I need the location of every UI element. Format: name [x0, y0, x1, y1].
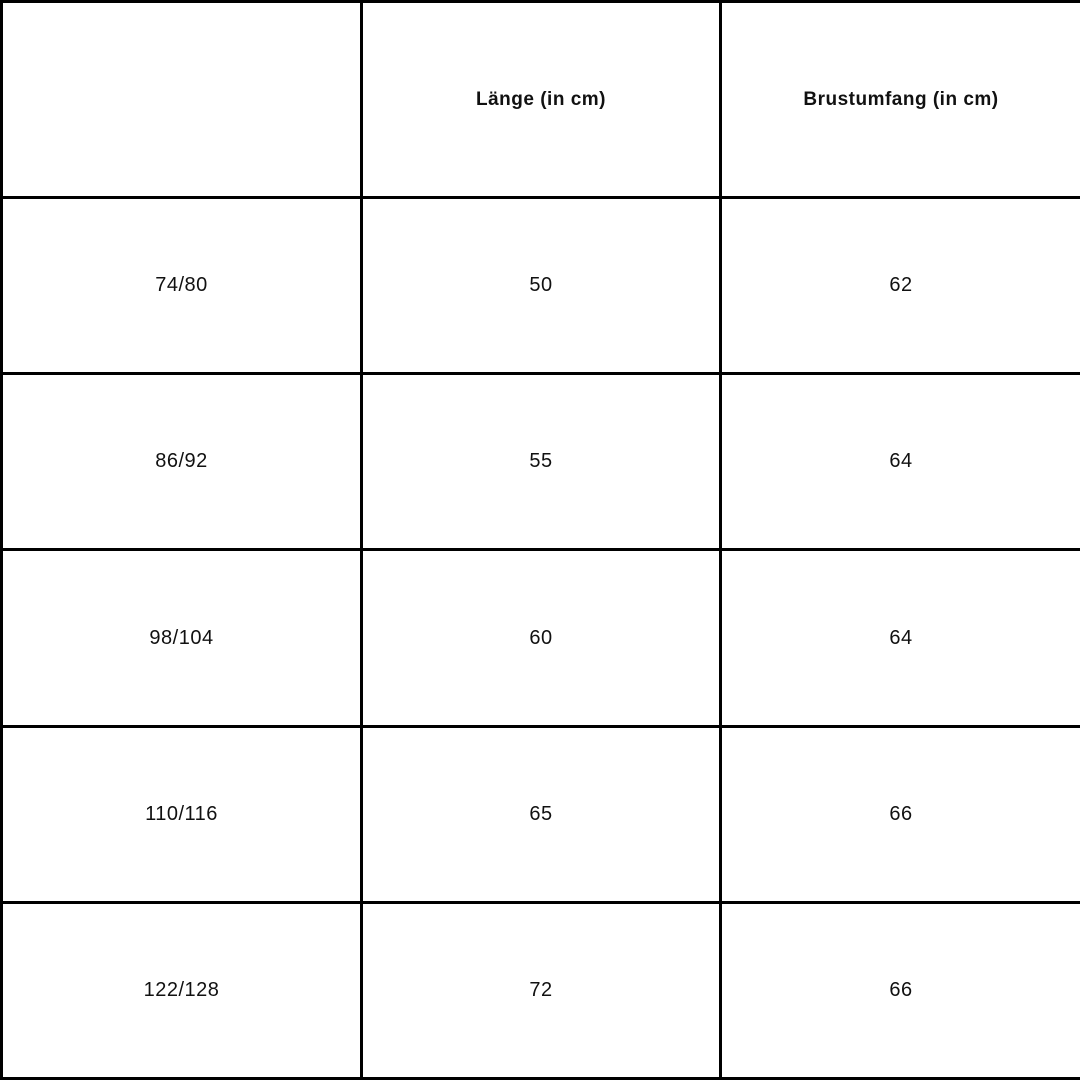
- chest-cell: 66: [721, 726, 1080, 902]
- length-cell: 65: [362, 726, 721, 902]
- size-cell: 86/92: [2, 374, 362, 550]
- length-cell: 60: [362, 550, 721, 726]
- table-header-row: [2, 2, 1080, 198]
- table-row: [2, 550, 1080, 726]
- size-cell: 122/128: [2, 902, 362, 1078]
- table-row: [2, 902, 1080, 1078]
- chest-cell: 64: [721, 374, 1080, 550]
- chest-cell: 64: [721, 550, 1080, 726]
- size-cell: 74/80: [2, 198, 362, 374]
- table-row: [2, 726, 1080, 902]
- length-cell: 72: [362, 902, 721, 1078]
- chest-cell: 66: [721, 902, 1080, 1078]
- size-cell: 110/116: [2, 726, 362, 902]
- size-cell: 98/104: [2, 550, 362, 726]
- chest-cell: 62: [721, 198, 1080, 374]
- header-length-cell: Länge (in cm): [362, 2, 721, 198]
- table-row: [2, 198, 1080, 374]
- header-chest-cell: Brustumfang (in cm): [721, 2, 1080, 198]
- table-row: [2, 374, 1080, 550]
- length-cell: 55: [362, 374, 721, 550]
- header-size-cell: [2, 2, 362, 198]
- length-cell: 50: [362, 198, 721, 374]
